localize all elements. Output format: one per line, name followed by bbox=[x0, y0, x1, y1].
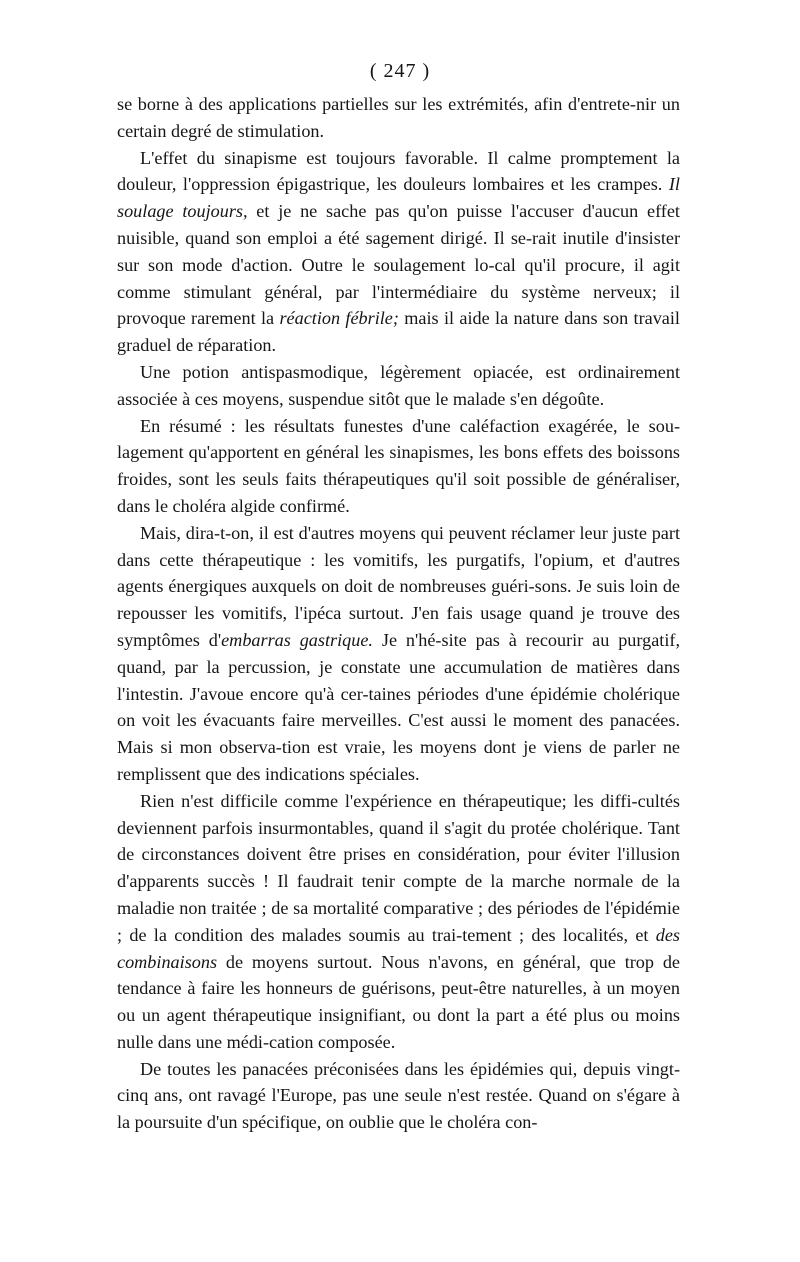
text-run: de moyens surtout. Nous n'avons, en général, que trop de tendance à faire les honneurs de guérisons, peut-être naturelles, à un moyen ou un agent thérapeutique insignifiant, ou dont la part a été plus ou moins nulle dans une médi-cation composée. bbox=[117, 951, 680, 1052]
text-run: Rien n'est difficile comme l'expérience en thérapeutique; les diffi-cultés deviennent parfois insurmontables, quand il s'agit du protée cholérique. Tant de circonstances doivent être prises en considération, pour éviter l'illusion d'apparents succès ! Il faudrait tenir compte de la marche normale de la maladie non traitée ; de sa mortalité comparative ; des périodes de l'épidémie ; de la condition des malades soumis au trai-tement ; des localités, et bbox=[117, 790, 680, 945]
text-run: se borne à des applications partielles sur les extrémités, afin d'entrete-nir un certain degré de stimulation. bbox=[117, 94, 680, 141]
paragraph bbox=[117, 788, 680, 1056]
paragraph bbox=[117, 413, 680, 520]
page-number: ( 247 ) bbox=[369, 60, 431, 82]
italic-run: embarras gastrique. bbox=[221, 629, 373, 650]
text-run: et je ne sache pas qu'on puisse l'accuser d'aucun effet nuisible, quand son emploi a été sagement dirigé. Il se-rait inutile d'insister sur son mode d'action. Outre le soulagement lo-cal qu'il procure, il agit comme stimulant général, par l'intermédiaire du système nerveux; il provoque rarement la bbox=[117, 201, 680, 329]
text-run: Une potion antispasmodique, légèrement opiacée, est ordinairement associée à ces moyens, suspendue sitôt que le malade s'en dégoûte. bbox=[117, 361, 680, 409]
text-run: En résumé : les résultats funestes d'une caléfaction exagérée, le sou-lagement qu'apportent en général les sinapismes, les bons effets des boissons froides, sont les seuls faits thérapeutiques qu'il soit possible de généraliser, dans le choléra algide confirmé. bbox=[117, 415, 680, 516]
italic-run: des combinaisons bbox=[117, 924, 680, 972]
paragraph bbox=[117, 145, 680, 359]
paragraph bbox=[117, 1056, 680, 1136]
italic-run: réaction fébrile; bbox=[279, 308, 399, 329]
text-run: mais il aide la nature dans son travail graduel de réparation. bbox=[117, 308, 680, 356]
text-run: L'effet du sinapisme est toujours favorable. Il calme promptement la douleur, l'oppression épigastrique, les douleurs lombaires et les crampes. bbox=[117, 147, 680, 195]
text-run: Je n'hé-site pas à recourir au purgatif, quand, par la percussion, je constate une accumulation de matières dans l'intestin. J'avoue encore qu'à cer-taines périodes d'une épidémie cholérique on voit les évacuants faire merveilles. C'est aussi le moment des panacées. Mais si mon observa-tion est vraie, les moyens dont je viens de parler ne remplissent que des indications spéciales. bbox=[117, 629, 680, 784]
text-run: Mais, dira-t-on, il est d'autres moyens qui peuvent réclamer leur juste part dans cette thérapeutique : les vomitifs, les purgatifs, l'opium, et d'autres agents énergiques auxquels on doit de nombreuses guéri-sons. Je suis loin de repousser les vomitifs, l'ipéca surtout. J'en fais usage quand je trouve des symptômes d' bbox=[117, 522, 680, 650]
text-run: De toutes les panacées préconisées dans les épidémies qui, depuis vingt-cinq ans, ont ravagé l'Europe, pas une seule n'est restée. Quand on s'égare à la poursuite d'un spécifique, on oublie que le choléra con- bbox=[117, 1058, 680, 1133]
paragraph bbox=[117, 91, 680, 145]
paragraph bbox=[117, 359, 680, 413]
body-text bbox=[117, 91, 680, 1136]
paragraph bbox=[117, 520, 680, 788]
italic-run: Il soulage toujours, bbox=[117, 174, 680, 222]
